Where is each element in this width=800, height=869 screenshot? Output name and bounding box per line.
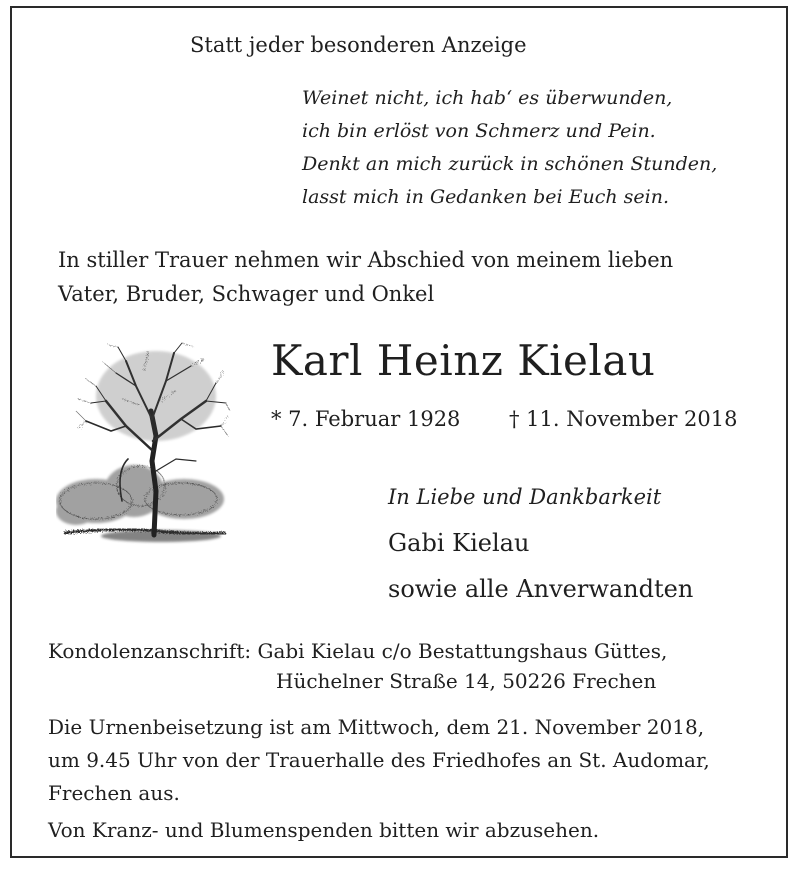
burial-info xyxy=(48,711,710,810)
poem-line-1: Weinet nicht, ich hab‘ es überwunden, xyxy=(302,87,673,109)
poem-line-4: lasst mich in Gedanken bei Euch sein. xyxy=(302,186,670,208)
condolence-address-line-2: Hüchelner Straße 14, 50226 Frechen xyxy=(276,669,657,693)
relatives-line: sowie alle Anverwandten xyxy=(388,575,694,603)
tree-icon xyxy=(56,341,232,549)
intro-text xyxy=(58,243,673,311)
flowers-note: Von Kranz- und Blumenspenden bitten wir abzusehen. xyxy=(48,818,600,842)
poem-line-3: Denkt an mich zurück in schönen Stunden, xyxy=(302,153,718,175)
poem-line-2: ich bin erlöst von Schmerz und Pein. xyxy=(302,120,656,142)
poem xyxy=(302,82,717,214)
burial-line-3: Frechen aus. xyxy=(48,781,180,805)
condolence-address-line-1: Kondolenzanschrift: Gabi Kielau c/o Bestattungshaus Güttes, xyxy=(48,639,668,663)
farewell-line: In Liebe und Dankbarkeit xyxy=(388,485,662,509)
signer-name: Gabi Kielau xyxy=(388,529,530,557)
death-date: † 11. November 2018 xyxy=(509,407,738,431)
intro-line-2: Vater, Bruder, Schwager und Onkel xyxy=(58,282,435,306)
obituary-notice xyxy=(10,6,788,858)
deceased-name: Karl Heinz Kielau xyxy=(271,336,656,385)
birth-date: * 7. Februar 1928 xyxy=(271,407,461,431)
burial-line-2: um 9.45 Uhr von der Trauerhalle des Friedhofes an St. Audomar, xyxy=(48,748,710,772)
intro-line-1: In stiller Trauer nehmen wir Abschied von meinem lieben xyxy=(58,248,674,272)
header-line: Statt jeder besonderen Anzeige xyxy=(190,33,527,57)
burial-line-1: Die Urnenbeisetzung ist am Mittwoch, dem 21. November 2018, xyxy=(48,715,705,739)
